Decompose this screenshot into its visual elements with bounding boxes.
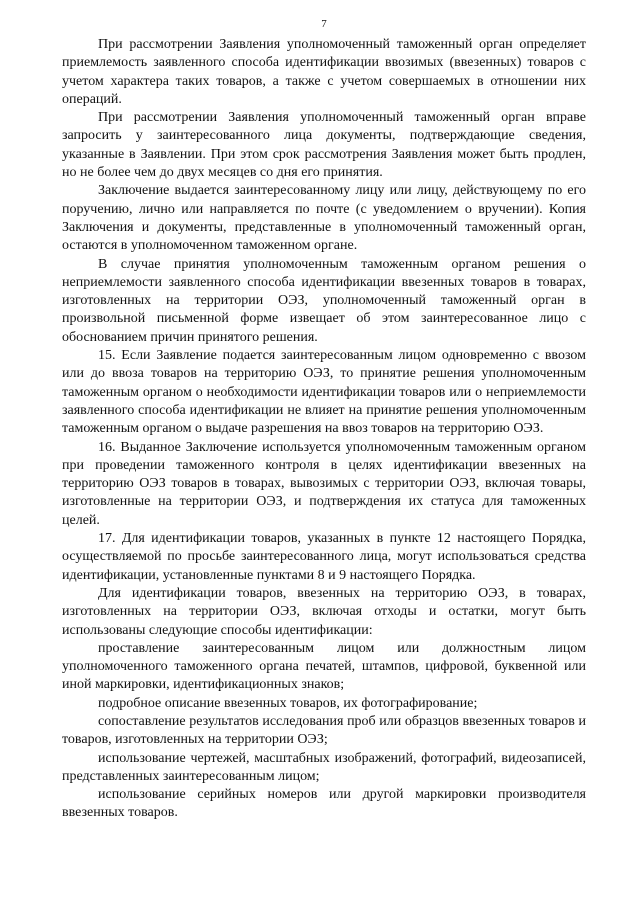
paragraph-1: При рассмотрении Заявления уполномоченный таможенный орган определяет приемлемость заявленного способа идентификации ввозимых (ввезенных) товаров с учетом характера таких товаров, а также с учетом совершаемых в отношении них операций.: [62, 37, 586, 107]
document-page: [62, 18, 586, 823]
page-number: 7: [321, 18, 327, 30]
paragraph-15: 15. Если Заявление подается заинтересованным лицом одновременно с ввозом или до ввоза товаров на территорию ОЭЗ, то принятие решения уполномоченным таможенным органом о необходимости идентификации товаров или о неприемлемости заявленного способа идентификации не влияет на принятие решения уполномоченным таможенным органом о выдаче разрешения на ввоз товаров на территорию ОЭЗ.: [62, 348, 586, 437]
paragraph-16: 16. Выданное Заключение используется уполномоченным таможенным органом при проведении таможенного контроля в целях идентификации ввезенных на территорию ОЭЗ товаров в товарах, вывозимых с территории ОЭЗ, включая товары, изготовленные на территории ОЭЗ, и подтверждения их статуса для таможенных целей.: [62, 439, 586, 528]
paragraph-2: При рассмотрении Заявления уполномоченный таможенный орган вправе запросить у заинтересованного лица документы, подтверждающие сведения, указанные в Заявлении. При этом срок рассмотрения Заявления может быть продлен, но не более чем до двух месяцев со дня его принятия.: [62, 110, 586, 181]
method-serial-numbers: использование серийных номеров или другой маркировки производителя ввезенных товаров.: [62, 787, 586, 821]
method-drawings: использование чертежей, масштабных изображений, фотографий, видеозаписей, представленных заинтересованным лицом;: [62, 750, 586, 784]
paragraph-3: Заключение выдается заинтересованному лицу или лицу, действующему по его поручению, лично или направляется по почте (с уведомлением о вручении). Копия Заключения и документы, представленные в уполномоченный таможенный орган, остаются в уполномоченном таможенном органе.: [62, 183, 586, 254]
method-marking: проставление заинтересованным лицом или должностным лицом уполномоченного таможенного органа печатей, штампов, цифровой, буквенной или иной маркировки, идентификационных знаков;: [62, 640, 586, 693]
paragraph-4: В случае принятия уполномоченным таможенным органом решения о неприемлемости заявленного способа идентификации ввезенных товаров в товарах, изготовленных на территории ОЭЗ, уполномоченный таможенный орган в произвольной письменной форме извещает об этом заинтересованное лицо с обоснованием причин принятого решения.: [62, 256, 586, 345]
paragraph-methods-intro: Для идентификации товаров, ввезенных на территорию ОЭЗ, в товарах, изготовленных на территории ОЭЗ, включая отходы и остатки, могут быть использованы следующие способы идентификации:: [62, 585, 586, 638]
method-description: подробное описание ввезенных товаров, их фотографирование;: [98, 695, 478, 711]
method-sample-comparison: сопоставление результатов исследования проб или образцов ввезенных товаров и товаров, изготовленных на территории ОЭЗ;: [62, 713, 586, 748]
paragraph-17: 17. Для идентификации товаров, указанных в пункте 12 настоящего Порядка, осуществляемой по просьбе заинтересованного лица, могут использоваться средства идентификации, установленные пунктами 8 и 9 настоящего Порядка.: [62, 531, 586, 583]
